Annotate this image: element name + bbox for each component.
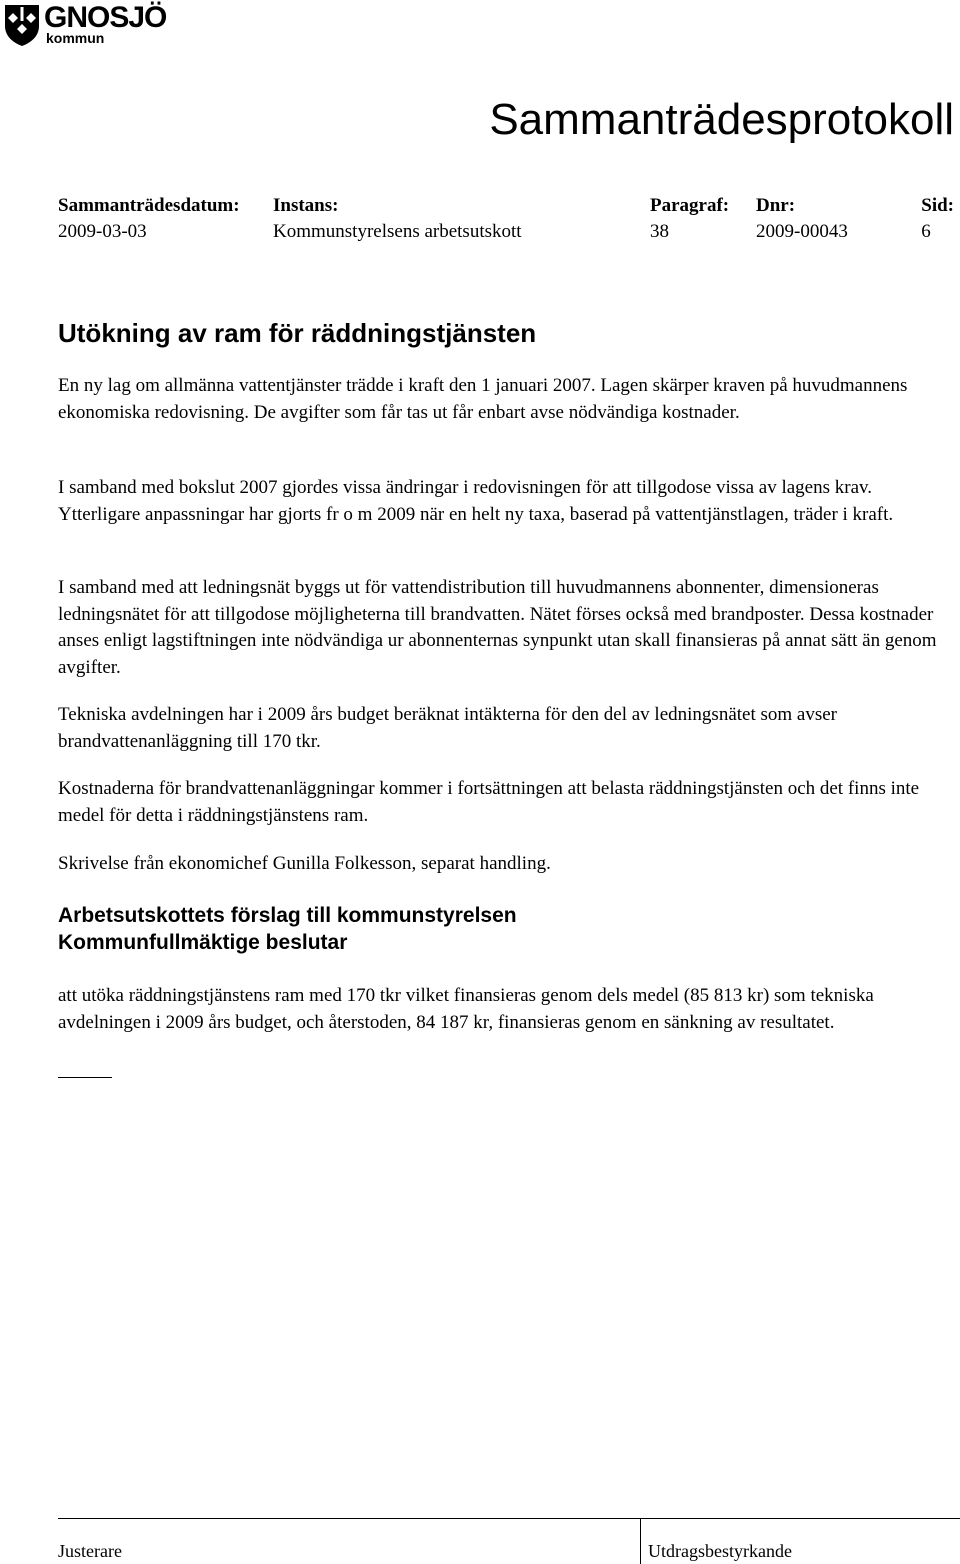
- meta-date: [58, 194, 240, 244]
- meta-paragraph-label: Paragraf:: [650, 195, 730, 216]
- document-title: Sammanträdesprotokoll: [489, 95, 954, 144]
- meta-dnr-label: Dnr:: [756, 195, 796, 216]
- body-paragraph: I samband med bokslut 2007 gjordes vissa ändringar i redovisningen för att tillgodose vissa av lagens krav. Ytterligare anpassningar har gjorts fr o m 2009 när en helt ny taxa, baserad på vattentjänstlagen, träder i kraft.: [58, 477, 894, 525]
- meta-instance: [273, 194, 522, 244]
- meta-page-label: Sid:: [921, 195, 954, 216]
- meta-paragraph-value: 38: [650, 221, 669, 242]
- logo-subtitle: kommun: [46, 30, 105, 46]
- meta-date-label: Sammanträdesdatum:: [58, 195, 240, 216]
- logo-wordmark: GNOSJÖ: [44, 1, 167, 34]
- meta-dnr: [756, 194, 848, 244]
- meta-instance-value: Kommunstyrelsens arbetsutskott: [273, 221, 522, 242]
- crest-icon: [2, 2, 42, 48]
- footer-justerare: Justerare: [58, 1541, 122, 1561]
- end-divider: [58, 1077, 112, 1078]
- decision-heading: Kommunfullmäktige beslutar: [58, 931, 348, 954]
- footer-utdragsbestyrkande: Utdragsbestyrkande: [648, 1541, 792, 1561]
- section-title: Utökning av ram för räddningstjänsten: [58, 318, 537, 348]
- meta-date-value: 2009-03-03: [58, 221, 147, 242]
- meta-instance-label: Instans:: [273, 195, 339, 216]
- body-paragraph: I samband med att ledningsnät byggs ut för vattendistribution till huvudmannens abonnenter, dimensioneras ledningsnätet för att tillgodose möjligheterna till brandvatten. Nätet förses också med brandposter. Dessa kostnader anses enligt lagstiftningen inte nödvändiga ur abonnenternas synpunkt utan skall finansieras på annat sätt än genom avgifter.: [58, 577, 937, 678]
- meta-page: [921, 194, 954, 244]
- meta-paragraph: [650, 194, 729, 244]
- footer-divider: [640, 1518, 641, 1564]
- footer-rule: [58, 1518, 960, 1519]
- meta-page-value: 6: [921, 221, 931, 242]
- body-paragraph: En ny lag om allmänna vattentjänster trädde i kraft den 1 januari 2007. Lagen skärper kraven på huvudmannens ekonomiska redovisning. De avgifter som får tas ut får enbart avse nödvändiga kostnader.: [58, 375, 908, 423]
- proposal-heading: Arbetsutskottets förslag till kommunstyrelsen: [58, 904, 517, 927]
- meta-dnr-value: 2009-00043: [756, 221, 848, 242]
- body-paragraph: Tekniska avdelningen har i 2009 års budget beräknat intäkterna för den del av ledningsnätet som avser brandvattenanläggning till 170 tkr.: [58, 704, 837, 752]
- decision-text: att utöka räddningstjänstens ram med 170 tkr vilket finansieras genom dels medel (85 813 kr) som tekniska avdelningen i 2009 års budget, och återstoden, 84 187 kr, finansieras genom en sänkning av resultatet.: [58, 985, 874, 1033]
- municipality-logo: [2, 2, 174, 48]
- body-paragraph: Kostnaderna för brandvattenanläggningar kommer i fortsättningen att belasta räddningstjänsten och det finns inte medel för detta i räddningstjänstens ram.: [58, 778, 920, 826]
- body-paragraph: Skrivelse från ekonomichef Gunilla Folkesson, separat handling.: [58, 853, 551, 874]
